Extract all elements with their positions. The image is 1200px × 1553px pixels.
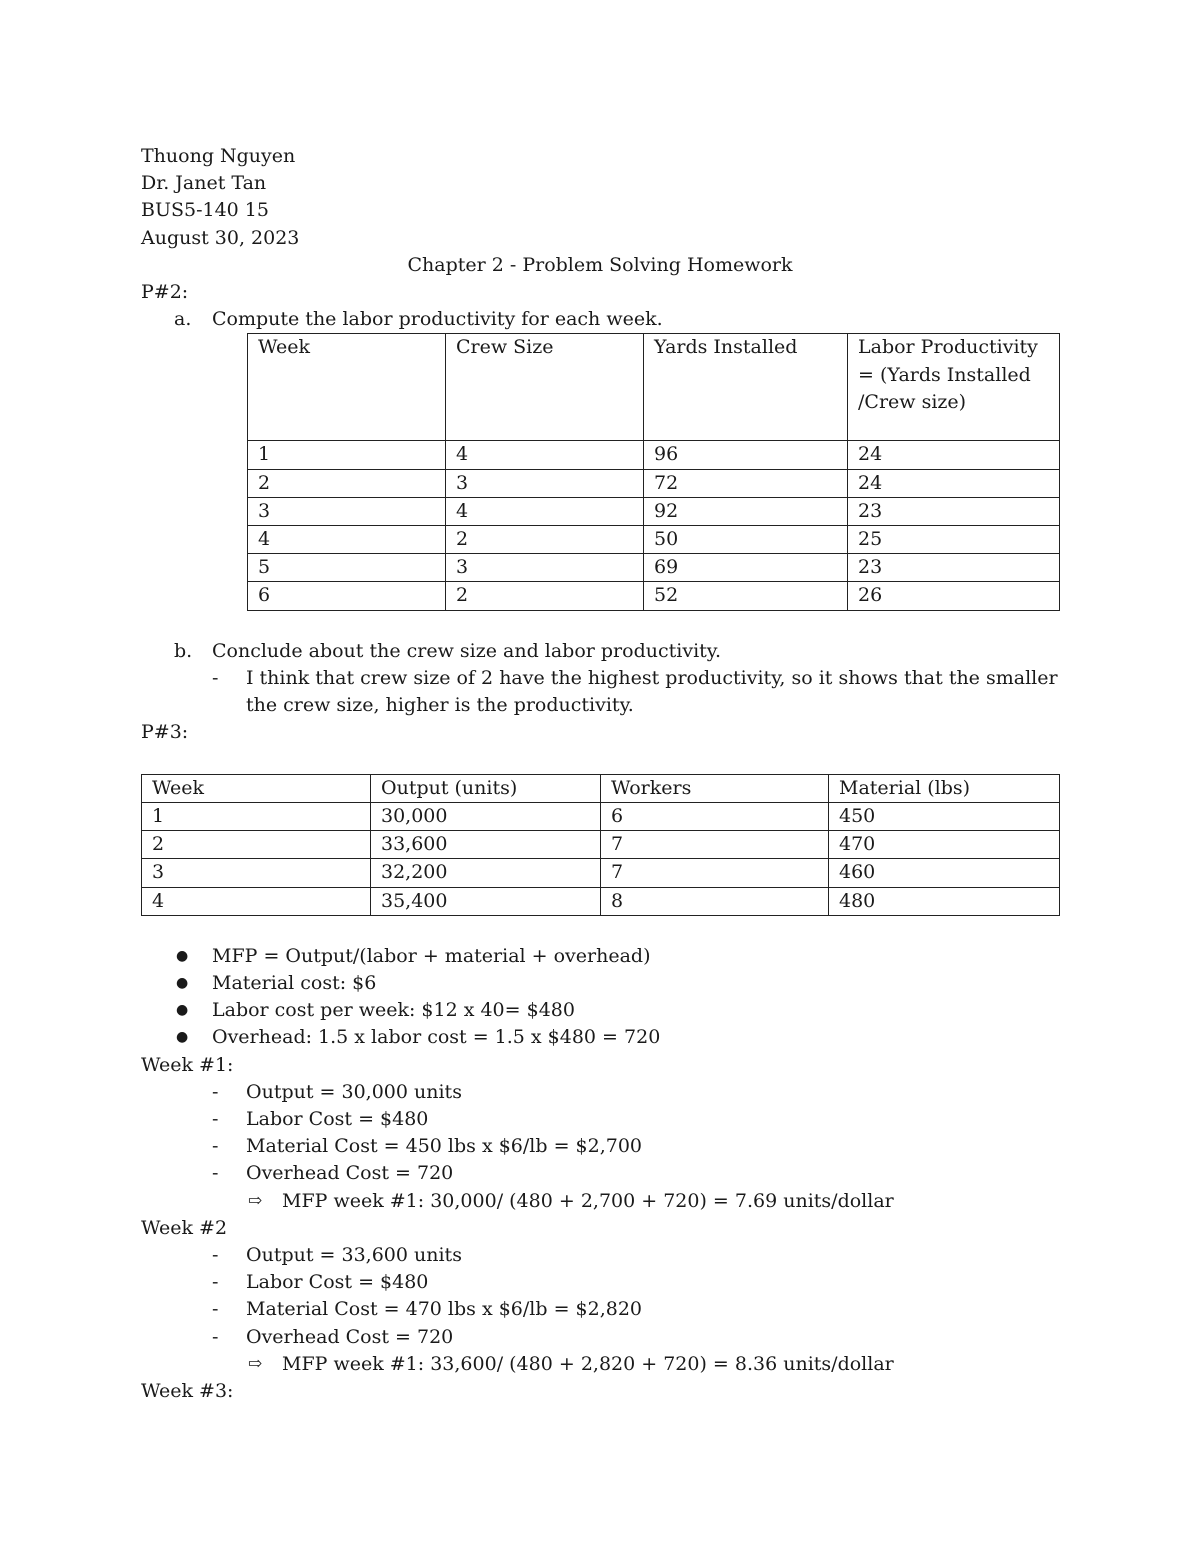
- labor-productivity-table: [247, 333, 1060, 610]
- table-cell: 1: [142, 802, 371, 830]
- table-cell: 5: [248, 554, 446, 582]
- table-row: [248, 497, 1060, 525]
- table-cell: 450: [829, 802, 1060, 830]
- dash-marker: -: [212, 1244, 219, 1267]
- week-item-text: Overhead Cost = 720: [246, 1162, 454, 1185]
- bullet-item: [141, 997, 1059, 1024]
- table-cell: 1: [248, 441, 446, 469]
- week-2-item: [141, 1296, 1059, 1323]
- table-cell: 6: [248, 582, 446, 610]
- table-cell: 460: [829, 859, 1060, 887]
- p2-answer-text: I think that crew size of 2 have the highest productivity, so it shows that the smaller the crew size, higher is the productivity.: [246, 666, 1058, 717]
- dash-marker: -: [212, 666, 219, 689]
- p2-part-b-text: Conclude about the crew size and labor productivity.: [212, 639, 722, 662]
- week-item-text: Material Cost = 470 lbs x $6/lb = $2,820: [246, 1298, 643, 1321]
- week-1-item: [141, 1079, 1059, 1106]
- week-result-text: MFP week #1: 30,000/ (480 + 2,700 + 720) = 7.69 units/dollar: [282, 1189, 894, 1212]
- dash-marker: -: [212, 1162, 219, 1185]
- week-2-result: [141, 1351, 1059, 1378]
- table-header-cell: Crew Size: [446, 334, 644, 441]
- week-3-label: Week #3:: [141, 1380, 234, 1403]
- table-cell: 8: [601, 887, 829, 915]
- bullet-item: [141, 1024, 1059, 1051]
- table-cell: 26: [848, 582, 1060, 610]
- week-item-text: Output = 33,600 units: [246, 1244, 462, 1267]
- dash-marker: -: [212, 1108, 219, 1131]
- table-cell: 2: [248, 469, 446, 497]
- table-cell: 24: [848, 441, 1060, 469]
- table-header-cell: Yards Installed: [644, 334, 848, 441]
- table-header-cell: Output (units): [371, 774, 601, 802]
- arrow-icon: ⇨: [248, 1353, 263, 1374]
- document-title: Chapter 2 - Problem Solving Homework: [407, 253, 793, 276]
- table-cell: 480: [829, 887, 1060, 915]
- table-cell: 2: [142, 831, 371, 859]
- table-row: [142, 887, 1060, 915]
- bullet-marker: ●: [176, 947, 189, 964]
- week-result-text: MFP week #1: 33,600/ (480 + 2,820 + 720) = 8.36 units/dollar: [282, 1352, 894, 1375]
- table-cell: 3: [446, 554, 644, 582]
- blank-line: [141, 916, 1059, 943]
- table-cell: 7: [601, 859, 829, 887]
- table-cell: 72: [644, 469, 848, 497]
- table-cell: 3: [142, 859, 371, 887]
- table-cell: 3: [446, 469, 644, 497]
- table-cell: 2: [446, 582, 644, 610]
- blank-line: [141, 611, 1059, 638]
- p3-label: P#3:: [141, 721, 189, 744]
- week-item-text: Labor Cost = $480: [246, 1271, 429, 1294]
- bullet-item: [141, 943, 1059, 970]
- course-code: BUS5-140 15: [141, 199, 269, 222]
- p2-part-a: [141, 306, 1059, 333]
- table-cell: 35,400: [371, 887, 601, 915]
- p2-part-a-text: Compute the labor productivity for each week.: [212, 308, 663, 331]
- table-row: [142, 831, 1060, 859]
- bullet-text: MFP = Output/(labor + material + overhead): [212, 944, 651, 967]
- table-cell: 24: [848, 469, 1060, 497]
- p2-part-b: [141, 638, 1059, 665]
- bullet-item: [141, 970, 1059, 997]
- table-row: [142, 859, 1060, 887]
- table-cell: 23: [848, 497, 1060, 525]
- table-header-cell: Material (lbs): [829, 774, 1060, 802]
- table-cell: 4: [446, 441, 644, 469]
- table-row: [248, 525, 1060, 553]
- week-2-item: [141, 1242, 1059, 1269]
- table-cell: 50: [644, 525, 848, 553]
- table-row: [248, 554, 1060, 582]
- instructor-name: Dr. Janet Tan: [141, 172, 267, 195]
- p2-label: P#2:: [141, 280, 189, 303]
- table-row: [248, 582, 1060, 610]
- bullet-marker: ●: [176, 1002, 189, 1019]
- dash-marker: -: [212, 1135, 219, 1158]
- week-item-text: Overhead Cost = 720: [246, 1325, 454, 1348]
- mfp-data-table: [141, 774, 1060, 916]
- table-header-cell: Week: [248, 334, 446, 441]
- dash-marker: -: [212, 1325, 219, 1348]
- week-1-result: [141, 1188, 1059, 1215]
- bullet-text: Overhead: 1.5 x labor cost = 1.5 x $480 = 720: [212, 1026, 661, 1049]
- table-cell: 3: [248, 497, 446, 525]
- dash-marker: -: [212, 1080, 219, 1103]
- table-cell: 92: [644, 497, 848, 525]
- week-2-item: [141, 1269, 1059, 1296]
- table-cell: 6: [601, 802, 829, 830]
- list-marker: b.: [174, 639, 193, 662]
- bullet-marker: ●: [176, 975, 189, 992]
- table-cell: 7: [601, 831, 829, 859]
- table-cell: 4: [142, 887, 371, 915]
- week-item-text: Material Cost = 450 lbs x $6/lb = $2,700: [246, 1135, 643, 1158]
- table-row: [142, 802, 1060, 830]
- week-item-text: Labor Cost = $480: [246, 1108, 429, 1131]
- week-2-label: Week #2: [141, 1216, 228, 1239]
- document-date: August 30, 2023: [141, 226, 300, 249]
- dash-marker: -: [212, 1298, 219, 1321]
- arrow-icon: ⇨: [248, 1190, 263, 1211]
- dash-marker: -: [212, 1271, 219, 1294]
- bullet-text: Material cost: $6: [212, 972, 377, 995]
- table-cell: 33,600: [371, 831, 601, 859]
- table-row: [248, 469, 1060, 497]
- table-cell: 69: [644, 554, 848, 582]
- table-cell: 52: [644, 582, 848, 610]
- document-page: [141, 143, 1059, 1405]
- table-cell: 2: [446, 525, 644, 553]
- table-header-cell: Workers: [601, 774, 829, 802]
- week-1-item: [141, 1106, 1059, 1133]
- table-header-cell: Labor Productivity = (Yards Installed /Crew size): [848, 334, 1060, 441]
- table-cell: 30,000: [371, 802, 601, 830]
- week-1-item: [141, 1133, 1059, 1160]
- bullet-marker: ●: [176, 1029, 189, 1046]
- blank-line: [141, 747, 1059, 774]
- table-header-row: [248, 334, 1060, 441]
- week-item-text: Output = 30,000 units: [246, 1080, 462, 1103]
- table-cell: 32,200: [371, 859, 601, 887]
- table-cell: 4: [248, 525, 446, 553]
- table-cell: 96: [644, 441, 848, 469]
- table-header-row: [142, 774, 1060, 802]
- table-cell: 470: [829, 831, 1060, 859]
- week-1-item: [141, 1160, 1059, 1187]
- week-1-label: Week #1:: [141, 1053, 234, 1076]
- bullet-text: Labor cost per week: $12 x 40= $480: [212, 999, 575, 1022]
- list-marker: a.: [174, 308, 192, 331]
- p2-answer: [141, 665, 1059, 719]
- table-header-cell: Week: [142, 774, 371, 802]
- student-name: Thuong Nguyen: [141, 145, 296, 167]
- table-cell: 4: [446, 497, 644, 525]
- table-cell: 23: [848, 554, 1060, 582]
- table-cell: 25: [848, 525, 1060, 553]
- week-2-item: [141, 1324, 1059, 1351]
- table-row: [248, 441, 1060, 469]
